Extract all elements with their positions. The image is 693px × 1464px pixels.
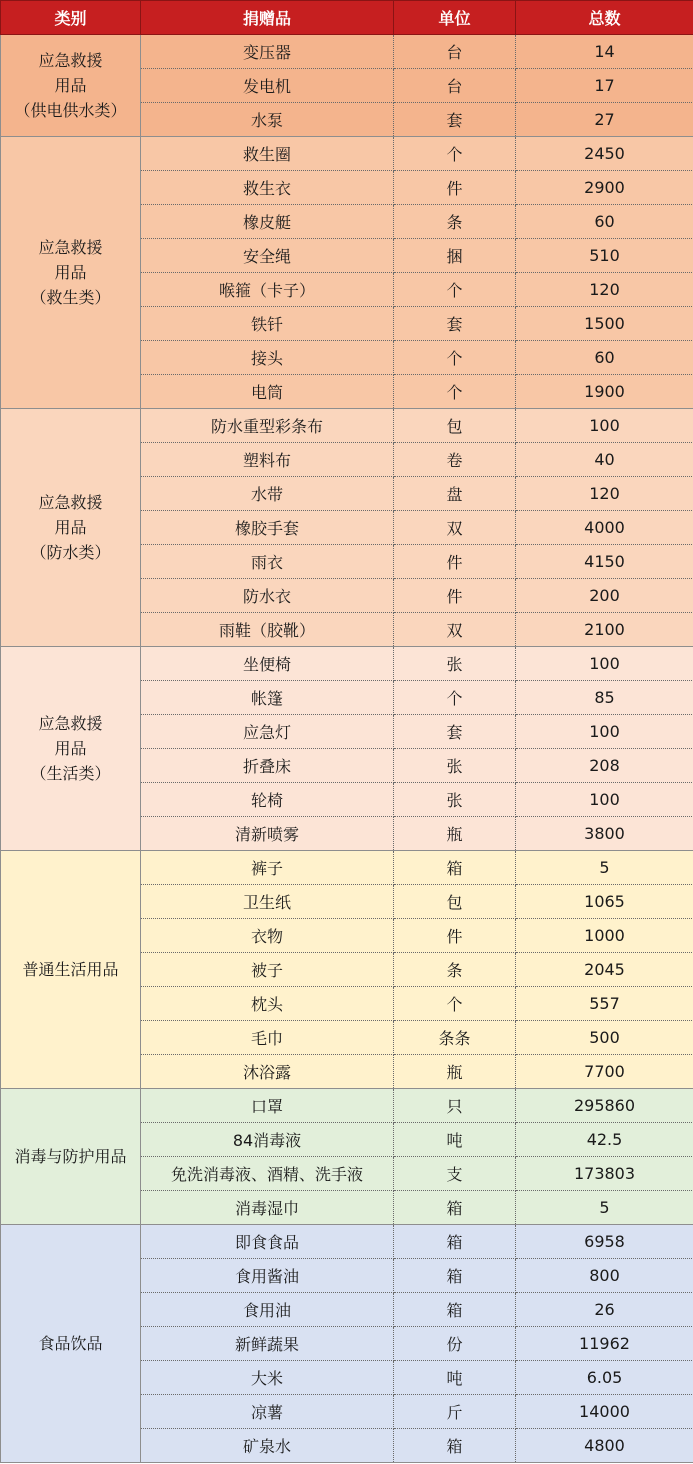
- item-cell: 应急灯: [141, 715, 394, 749]
- table-row: [1, 1225, 693, 1259]
- item-cell: 铁钎: [141, 307, 394, 341]
- total-cell: 17: [516, 69, 693, 103]
- item-cell: 裤子: [141, 851, 394, 885]
- item-cell: 喉箍（卡子）: [141, 273, 394, 307]
- unit-cell: 台: [394, 35, 516, 69]
- item-cell: 被子: [141, 953, 394, 987]
- category-cell: [1, 647, 141, 851]
- item-cell: 免洗消毒液、酒精、洗手液: [141, 1157, 394, 1191]
- item-cell: 接头: [141, 341, 394, 375]
- item-cell: 橡皮艇: [141, 205, 394, 239]
- item-cell: 电筒: [141, 375, 394, 409]
- unit-cell: 张: [394, 749, 516, 783]
- total-cell: 6.05: [516, 1361, 693, 1395]
- unit-cell: 套: [394, 307, 516, 341]
- category-line: 用品: [54, 518, 87, 537]
- unit-cell: 个: [394, 341, 516, 375]
- item-cell: 衣物: [141, 919, 394, 953]
- total-cell: 4150: [516, 545, 693, 579]
- unit-cell: 双: [394, 511, 516, 545]
- item-cell: 大米: [141, 1361, 394, 1395]
- unit-cell: 条条: [394, 1021, 516, 1055]
- item-cell: 水带: [141, 477, 394, 511]
- category-line: 用品: [54, 739, 87, 758]
- category-line: 消毒与防护用品: [14, 1147, 127, 1166]
- item-cell: 发电机: [141, 69, 394, 103]
- total-cell: 40: [516, 443, 693, 477]
- item-cell: 折叠床: [141, 749, 394, 783]
- total-cell: 4000: [516, 511, 693, 545]
- item-cell: 84消毒液: [141, 1123, 394, 1157]
- unit-cell: 张: [394, 783, 516, 817]
- category-cell: [1, 851, 141, 1089]
- category-cell: [1, 1225, 141, 1463]
- item-cell: 清新喷雾: [141, 817, 394, 851]
- item-cell: 救生圈: [141, 137, 394, 171]
- total-cell: 7700: [516, 1055, 693, 1089]
- unit-cell: 只: [394, 1089, 516, 1123]
- total-cell: 26: [516, 1293, 693, 1327]
- item-cell: 卫生纸: [141, 885, 394, 919]
- table-row: [1, 647, 693, 681]
- category-cell: [1, 409, 141, 647]
- item-cell: 轮椅: [141, 783, 394, 817]
- item-cell: 防水重型彩条布: [141, 409, 394, 443]
- total-cell: 60: [516, 341, 693, 375]
- item-cell: 防水衣: [141, 579, 394, 613]
- category-line: 应急救援: [38, 493, 103, 512]
- item-cell: 安全绳: [141, 239, 394, 273]
- table-row: [1, 409, 693, 443]
- total-cell: 295860: [516, 1089, 693, 1123]
- total-cell: 1900: [516, 375, 693, 409]
- total-cell: 200: [516, 579, 693, 613]
- table-row: [1, 137, 693, 171]
- total-cell: 42.5: [516, 1123, 693, 1157]
- unit-cell: 吨: [394, 1123, 516, 1157]
- total-cell: 208: [516, 749, 693, 783]
- unit-cell: 包: [394, 885, 516, 919]
- total-cell: 100: [516, 715, 693, 749]
- unit-cell: 捆: [394, 239, 516, 273]
- unit-cell: 箱: [394, 851, 516, 885]
- item-cell: 坐便椅: [141, 647, 394, 681]
- total-cell: 2045: [516, 953, 693, 987]
- unit-cell: 件: [394, 171, 516, 205]
- unit-cell: 张: [394, 647, 516, 681]
- unit-cell: 瓶: [394, 1055, 516, 1089]
- total-cell: 800: [516, 1259, 693, 1293]
- unit-cell: 套: [394, 715, 516, 749]
- total-cell: 5: [516, 851, 693, 885]
- total-cell: 11962: [516, 1327, 693, 1361]
- unit-cell: 斤: [394, 1395, 516, 1429]
- total-cell: 14: [516, 35, 693, 69]
- total-cell: 85: [516, 681, 693, 715]
- header-item: 捐赠品: [141, 1, 394, 35]
- category-line: （救生类）: [30, 288, 111, 307]
- unit-cell: 卷: [394, 443, 516, 477]
- category-line: 用品: [54, 263, 87, 282]
- item-cell: 变压器: [141, 35, 394, 69]
- total-cell: 120: [516, 273, 693, 307]
- total-cell: 510: [516, 239, 693, 273]
- table-row: [1, 851, 693, 885]
- unit-cell: 箱: [394, 1259, 516, 1293]
- item-cell: 枕头: [141, 987, 394, 1021]
- item-cell: 救生衣: [141, 171, 394, 205]
- category-line: 应急救援: [38, 714, 103, 733]
- unit-cell: 个: [394, 987, 516, 1021]
- item-cell: 食用油: [141, 1293, 394, 1327]
- item-cell: 矿泉水: [141, 1429, 394, 1463]
- total-cell: 27: [516, 103, 693, 137]
- category-cell: [1, 35, 141, 137]
- category-line: 普通生活用品: [22, 960, 119, 979]
- total-cell: 120: [516, 477, 693, 511]
- item-cell: 塑料布: [141, 443, 394, 477]
- item-cell: 毛巾: [141, 1021, 394, 1055]
- total-cell: 1500: [516, 307, 693, 341]
- category-line: 应急救援: [38, 51, 103, 70]
- table-row: [1, 1089, 693, 1123]
- unit-cell: 箱: [394, 1293, 516, 1327]
- item-cell: 沐浴露: [141, 1055, 394, 1089]
- total-cell: 100: [516, 783, 693, 817]
- total-cell: 1000: [516, 919, 693, 953]
- table-body: [1, 35, 693, 1463]
- item-cell: 雨衣: [141, 545, 394, 579]
- total-cell: 173803: [516, 1157, 693, 1191]
- unit-cell: 箱: [394, 1225, 516, 1259]
- item-cell: 即食食品: [141, 1225, 394, 1259]
- total-cell: 14000: [516, 1395, 693, 1429]
- category-cell: [1, 137, 141, 409]
- item-cell: 凉薯: [141, 1395, 394, 1429]
- total-cell: 2450: [516, 137, 693, 171]
- unit-cell: 件: [394, 579, 516, 613]
- total-cell: 60: [516, 205, 693, 239]
- item-cell: 消毒湿巾: [141, 1191, 394, 1225]
- total-cell: 557: [516, 987, 693, 1021]
- unit-cell: 件: [394, 545, 516, 579]
- unit-cell: 条: [394, 953, 516, 987]
- total-cell: 1065: [516, 885, 693, 919]
- unit-cell: 件: [394, 919, 516, 953]
- category-line: 用品: [54, 76, 87, 95]
- item-cell: 口罩: [141, 1089, 394, 1123]
- total-cell: 100: [516, 647, 693, 681]
- item-cell: 帐篷: [141, 681, 394, 715]
- header-unit: 单位: [394, 1, 516, 35]
- category-cell: [1, 1089, 141, 1225]
- unit-cell: 条: [394, 205, 516, 239]
- unit-cell: 箱: [394, 1429, 516, 1463]
- category-line: （供电供水类）: [14, 101, 127, 120]
- unit-cell: 盘: [394, 477, 516, 511]
- unit-cell: 份: [394, 1327, 516, 1361]
- unit-cell: 箱: [394, 1191, 516, 1225]
- item-cell: 新鲜蔬果: [141, 1327, 394, 1361]
- category-line: 食品饮品: [38, 1334, 103, 1353]
- total-cell: 2100: [516, 613, 693, 647]
- header-total: 总数: [516, 1, 693, 35]
- total-cell: 3800: [516, 817, 693, 851]
- header-category: 类别: [1, 1, 141, 35]
- unit-cell: 双: [394, 613, 516, 647]
- unit-cell: 套: [394, 103, 516, 137]
- table-row: [1, 35, 693, 69]
- total-cell: 5: [516, 1191, 693, 1225]
- total-cell: 2900: [516, 171, 693, 205]
- category-line: （防水类）: [30, 543, 111, 562]
- category-line: （生活类）: [30, 764, 111, 783]
- unit-cell: 个: [394, 137, 516, 171]
- unit-cell: 包: [394, 409, 516, 443]
- unit-cell: 支: [394, 1157, 516, 1191]
- unit-cell: 个: [394, 681, 516, 715]
- total-cell: 4800: [516, 1429, 693, 1463]
- unit-cell: 瓶: [394, 817, 516, 851]
- total-cell: 6958: [516, 1225, 693, 1259]
- item-cell: 橡胶手套: [141, 511, 394, 545]
- unit-cell: 个: [394, 375, 516, 409]
- unit-cell: 台: [394, 69, 516, 103]
- item-cell: 水泵: [141, 103, 394, 137]
- unit-cell: 吨: [394, 1361, 516, 1395]
- total-cell: 500: [516, 1021, 693, 1055]
- category-line: 应急救援: [38, 238, 103, 257]
- header-row: [1, 1, 693, 35]
- total-cell: 100: [516, 409, 693, 443]
- item-cell: 食用酱油: [141, 1259, 394, 1293]
- unit-cell: 个: [394, 273, 516, 307]
- item-cell: 雨鞋（胶靴）: [141, 613, 394, 647]
